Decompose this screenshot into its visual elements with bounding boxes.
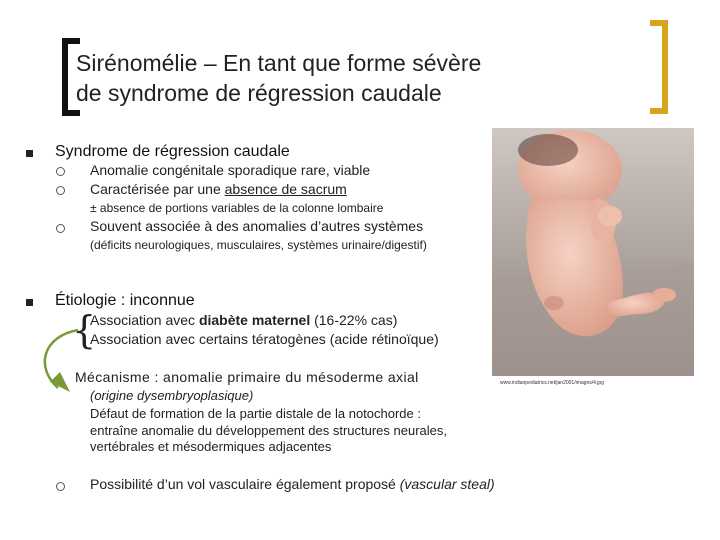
mechanism-detail-3: vertébrales et mésodermiques adjacentes [90,439,332,454]
section1-item2-underlined: absence de sacrum [224,181,347,197]
title-line-1: Sirénomélie – En tant que forme sévère [76,50,482,76]
association-teratogens: Association avec certains tératogènes (acide rétinoïque) [90,331,439,347]
bullet-circle-icon [56,167,65,176]
section1-item2-prefix: Caractérisée par une [90,181,225,197]
mechanism: Mécanisme : anomalie primaire du mésoderme axial [75,369,419,385]
bullet-square-icon [26,299,33,306]
curved-arrow-icon [30,326,90,398]
section1-item3-sub: (déficits neurologiques, musculaires, systèmes urinaire/digestif) [90,238,427,252]
bullet-circle-icon [56,186,65,195]
infant-photo [492,128,694,376]
slide-title [76,48,481,108]
photo-caption: www.indianpediatrics.net/jan2001/images/4.jpg [500,380,604,386]
section1-item2-sub: ± absence de portions variables de la colonne lombaire [90,201,384,215]
association-diabetes-prefix: Association avec [90,312,199,328]
mechanism-detail-1: Défaut de formation de la partie distale de la notochorde : [90,406,421,421]
bullet-circle-icon [56,224,65,233]
section1-item1: Anomalie congénitale sporadique rare, viable [90,162,371,178]
section1-item3: Souvent associée à des anomalies d’autres systèmes [90,218,424,234]
title-bracket-right [650,20,668,114]
mechanism-sub: (origine dysembryoplasique) [90,388,254,403]
association-diabetes [90,312,397,328]
bullet-square-icon [26,150,33,157]
vascular-steal-italic: (vascular steal) [399,476,495,492]
vascular-steal-prefix: Possibilité d’un vol vasculaire également proposé [90,476,400,492]
section2-heading: Étiologie : inconnue [55,292,195,309]
section1-heading: Syndrome de régression caudale [55,143,290,160]
brace-icon: { [72,308,97,352]
association-diabetes-bold: diabète maternel [198,312,311,328]
association-diabetes-suffix: (16-22% cas) [310,312,398,328]
bullet-circle-icon [56,482,65,491]
mechanism-detail-2: entraîne anomalie du développement des structures neurales, [90,423,447,438]
section1-item2 [90,181,347,197]
vascular-steal [90,476,495,492]
title-line-2: de syndrome de régression caudale [76,80,442,106]
